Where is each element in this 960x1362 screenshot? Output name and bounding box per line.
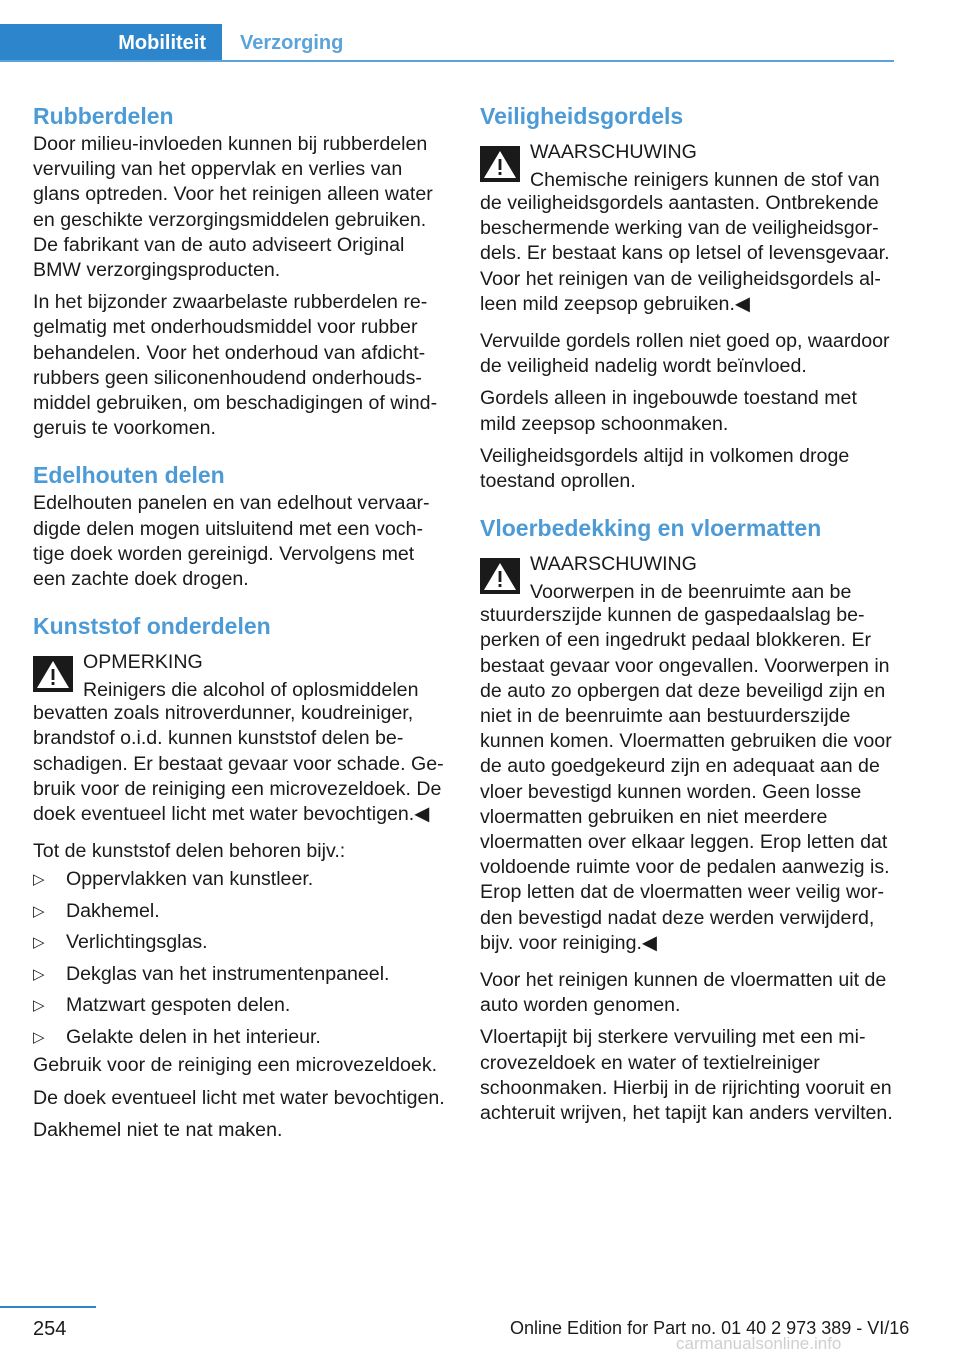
note-first-line: Reinigers die alcohol of oplosmiddelen [83,679,419,702]
bullet-triangle-icon: ▷ [33,1028,45,1046]
paragraph: Gebruik voor de reiniging een microvezeldoek. [33,1054,438,1077]
bullet-triangle-icon: ▷ [33,934,45,952]
warning-keyword: WAARSCHUWING [530,141,697,163]
paragraph: In het bijzonder zwaarbelaste rubberdelen regelmatig met onderhoudsmiddel voor rubber behandelen. Voor het onderhoud van afdichtrubbers geen siliconenhoudend onderhoudsmiddel gebruiken, om beschadigingen of windgeruis te voorkomen. [33,291,438,440]
heading-vloerbedekking: Vloerbedekking en vloermatten [480,515,822,542]
note-keyword: OPMERKING [83,651,203,674]
paragraph: De doek eventueel licht met water bevochtigen. [33,1086,445,1109]
heading-edelhouten-delen: Edelhouten delen [33,462,225,489]
tab-verzorging[interactable]: Verzorging [240,31,344,54]
paragraph: Gordels alleen in ingebouwde toestand met mild zeepsop schoonmaken. [480,387,857,435]
paragraph: Voor het reinigen kunnen de vloermatten uit de auto worden genomen. [480,969,887,1017]
list-item: ▷ Dakhemel. [33,896,448,928]
bullet-triangle-icon: ▷ [33,902,45,920]
paragraph: Tot de kunststof delen behoren bijv.: [33,840,346,863]
watermark: carmanualsonline.info [676,1334,842,1353]
paragraph: Door milieu-invloeden kunnen bij rubberdelen vervuiling van het oppervlak en verlies van glans optreden. Voor het reinigen alleen water en geschikte verzorgingsmiddelen gebruiken. De fabrikant van de auto adviseert Original BMW verzorgingsproducten. [33,133,433,282]
list-item: ▷ Gelakte delen in het interieur. [33,1022,448,1054]
note-box [33,648,448,704]
tab-mobiliteit[interactable]: Mobiliteit [0,24,222,62]
list-item: ▷ Dekglas van het instrumentenpaneel. [33,959,448,991]
list-item: ▷ Matzwart gespoten delen. [33,990,448,1022]
kunststof-list [33,864,448,1053]
page-number: 254 [33,1318,67,1340]
warning-first-line: Chemische reinigers kunnen de stof van [530,169,880,191]
warning-box [480,550,896,606]
paragraph: Veiligheidsgordels altijd in volkomen droge toestand oprollen. [480,444,850,493]
paragraph: Vloertapijt bij sterkere vervuiling met een microvezeldoek en water of textielreiniger schoonmaken. Hierbij in de rijrichting vooruit en achteruit wrijven, het tapijt kan anders vervilten. [480,1026,893,1125]
paragraph: Dakhemel niet te nat maken. [33,1118,283,1141]
footer-rule [0,1306,96,1308]
left-column [33,100,448,1150]
paragraph: Vervuilde gordels rollen niet goed op, waardoor de veiligheid nadelig wordt beïnvloed. [480,330,890,378]
bullet-triangle-icon: ▷ [33,965,45,983]
right-column [480,100,896,1133]
header-tabs [0,24,894,62]
list-item: ▷ Verlichtingsglas. [33,927,448,959]
edition-label: Online Edition for Part no. 01 40 2 973 389 - VI/16 [510,1318,910,1338]
warning-body: stuurderszijde kunnen de gaspedaalslag beperken of een ingedrukt pedaal blokkeren. Er bestaat gevaar voor ongevallen. Voorwerpen in de auto zo opbergen dat deze beveiligd zijn en niet in de beenruimte aan bestuurderszijde kunnen komen. Vloermatten gebruiken die voor de auto goedgekeurd zijn en adequaat aan de vloer bevestigd kunnen worden. Geen losse vloermatten gebruiken en niet meerdere vloermatten over elkaar leggen. Erop letten dat voldoende ruimte voor de pedalen aanwezig is. Erop letten dat de vloermatten weer veilig worden bevestigd nadat deze werden verwijderd, bijv. voor reiniging.◀ [480,604,892,954]
warning-box [480,138,896,194]
header-rule [0,60,894,62]
paragraph: Edelhouten panelen en van edelhout vervaardigde delen mogen uitsluitend met een vochtige doek worden gereinigd. Vervolgens met een zachte doek drogen. [33,492,430,591]
note-body: bevatten zoals nitroverdunner, koudreiniger, brandstof o.i.d. kunnen kunststof delen beschadigen. Er bestaat gevaar voor schade. Gebruik voor de reiniging een microvezeldoek. De doek eventueel licht met water bevochtigen.◀ [33,702,444,826]
warning-first-line: Voorwerpen in de beenruimte aan be [530,581,852,604]
list-item: ▷ Oppervlakken van kunstleer. [33,864,448,896]
warning-triangle-icon [33,656,73,692]
warning-keyword: WAARSCHUWING [530,553,697,576]
bullet-triangle-icon: ▷ [33,997,45,1015]
heading-veiligheidsgordels: Veiligheidsgordels [480,103,684,129]
bullet-triangle-icon: ▷ [33,871,45,889]
warning-body: de veiligheidsgordels aantasten. Ontbrekende beschermende werking van de veiligheidsgordels. Er bestaat kans op letsel of levensgevaar. Voor het reinigen van de veiligheidsgordels alleen mild zeepsop gebruiken.◀ [480,192,890,315]
warning-triangle-icon [480,146,520,182]
heading-kunststof-onderdelen: Kunststof onderdelen [33,613,271,640]
warning-triangle-icon [480,558,520,594]
heading-rubberdelen: Rubberdelen [33,103,174,129]
